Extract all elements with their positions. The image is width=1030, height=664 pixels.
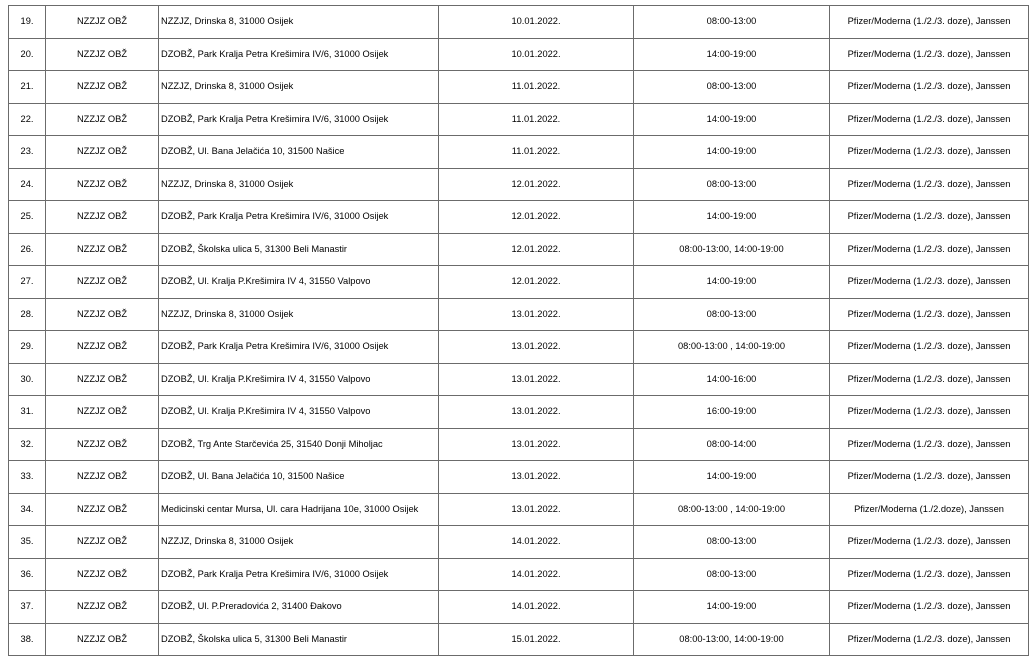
table-row [9, 136, 1029, 169]
location-cell: DZOBŽ, Školska ulica 5, 31300 Beli Manastir [159, 623, 439, 656]
vaccine-cell: Pfizer/Moderna (1./2./3. doze), Janssen [830, 103, 1029, 136]
date-cell: 13.01.2022. [439, 461, 634, 494]
organization-cell: NZZJZ OBŽ [46, 38, 159, 71]
row-number-cell: 34. [9, 493, 46, 526]
organization-cell: NZZJZ OBŽ [46, 591, 159, 624]
time-cell: 08:00-13:00 [634, 558, 830, 591]
vaccine-cell: Pfizer/Moderna (1./2./3. doze), Janssen [830, 6, 1029, 39]
table-row [9, 428, 1029, 461]
organization-cell: NZZJZ OBŽ [46, 103, 159, 136]
organization-cell: NZZJZ OBŽ [46, 168, 159, 201]
organization-cell: NZZJZ OBŽ [46, 428, 159, 461]
location-cell: NZZJZ, Drinska 8, 31000 Osijek [159, 168, 439, 201]
time-cell: 14:00-19:00 [634, 591, 830, 624]
table-row [9, 266, 1029, 299]
vaccine-cell: Pfizer/Moderna (1./2./3. doze), Janssen [830, 298, 1029, 331]
date-cell: 11.01.2022. [439, 136, 634, 169]
organization-cell: NZZJZ OBŽ [46, 201, 159, 234]
vaccine-cell: Pfizer/Moderna (1./2./3. doze), Janssen [830, 201, 1029, 234]
time-cell: 08:00-13:00, 14:00-19:00 [634, 623, 830, 656]
row-number-cell: 38. [9, 623, 46, 656]
row-number-cell: 21. [9, 71, 46, 104]
location-cell: Medicinski centar Mursa, Ul. cara Hadrijana 10e, 31000 Osijek [159, 493, 439, 526]
row-number-cell: 29. [9, 331, 46, 364]
location-cell: NZZJZ, Drinska 8, 31000 Osijek [159, 298, 439, 331]
organization-cell: NZZJZ OBŽ [46, 331, 159, 364]
time-cell: 08:00-13:00 [634, 298, 830, 331]
organization-cell: NZZJZ OBŽ [46, 623, 159, 656]
vaccine-cell: Pfizer/Moderna (1./2./3. doze), Janssen [830, 591, 1029, 624]
date-cell: 14.01.2022. [439, 526, 634, 559]
table-row [9, 396, 1029, 429]
organization-cell: NZZJZ OBŽ [46, 6, 159, 39]
location-cell: DZOBŽ, Park Kralja Petra Krešimira IV/6, 31000 Osijek [159, 558, 439, 591]
date-cell: 13.01.2022. [439, 396, 634, 429]
table-row [9, 526, 1029, 559]
time-cell: 14:00-19:00 [634, 266, 830, 299]
location-cell: NZZJZ, Drinska 8, 31000 Osijek [159, 71, 439, 104]
row-number-cell: 27. [9, 266, 46, 299]
vaccine-cell: Pfizer/Moderna (1./2./3. doze), Janssen [830, 136, 1029, 169]
vaccine-cell: Pfizer/Moderna (1./2./3. doze), Janssen [830, 526, 1029, 559]
row-number-cell: 32. [9, 428, 46, 461]
table-row [9, 103, 1029, 136]
vaccine-cell: Pfizer/Moderna (1./2./3. doze), Janssen [830, 396, 1029, 429]
row-number-cell: 20. [9, 38, 46, 71]
row-number-cell: 30. [9, 363, 46, 396]
location-cell: DZOBŽ, Ul. Bana Jelačića 10, 31500 Našice [159, 461, 439, 494]
location-cell: DZOBŽ, Park Kralja Petra Krešimira IV/6, 31000 Osijek [159, 38, 439, 71]
vaccine-cell: Pfizer/Moderna (1./2./3. doze), Janssen [830, 168, 1029, 201]
vaccine-cell: Pfizer/Moderna (1./2./3. doze), Janssen [830, 461, 1029, 494]
vaccine-cell: Pfizer/Moderna (1./2./3. doze), Janssen [830, 331, 1029, 364]
date-cell: 13.01.2022. [439, 331, 634, 364]
time-cell: 08:00-13:00 [634, 168, 830, 201]
date-cell: 11.01.2022. [439, 103, 634, 136]
date-cell: 14.01.2022. [439, 558, 634, 591]
row-number-cell: 19. [9, 6, 46, 39]
table-row [9, 233, 1029, 266]
location-cell: DZOBŽ, Park Kralja Petra Krešimira IV/6, 31000 Osijek [159, 103, 439, 136]
table-row [9, 298, 1029, 331]
location-cell: DZOBŽ, Ul. Bana Jelačića 10, 31500 Našice [159, 136, 439, 169]
organization-cell: NZZJZ OBŽ [46, 266, 159, 299]
organization-cell: NZZJZ OBŽ [46, 298, 159, 331]
location-cell: DZOBŽ, Park Kralja Petra Krešimira IV/6, 31000 Osijek [159, 201, 439, 234]
table-row [9, 461, 1029, 494]
organization-cell: NZZJZ OBŽ [46, 363, 159, 396]
date-cell: 12.01.2022. [439, 168, 634, 201]
row-number-cell: 24. [9, 168, 46, 201]
date-cell: 10.01.2022. [439, 6, 634, 39]
table-row [9, 38, 1029, 71]
vaccine-cell: Pfizer/Moderna (1./2./3. doze), Janssen [830, 623, 1029, 656]
vaccine-cell: Pfizer/Moderna (1./2./3. doze), Janssen [830, 266, 1029, 299]
table-row [9, 168, 1029, 201]
row-number-cell: 33. [9, 461, 46, 494]
organization-cell: NZZJZ OBŽ [46, 233, 159, 266]
row-number-cell: 36. [9, 558, 46, 591]
vaccine-cell: Pfizer/Moderna (1./2./3. doze), Janssen [830, 233, 1029, 266]
row-number-cell: 37. [9, 591, 46, 624]
row-number-cell: 28. [9, 298, 46, 331]
organization-cell: NZZJZ OBŽ [46, 71, 159, 104]
organization-cell: NZZJZ OBŽ [46, 136, 159, 169]
table-row [9, 6, 1029, 39]
time-cell: 08:00-14:00 [634, 428, 830, 461]
location-cell: DZOBŽ, Trg Ante Starčevića 25, 31540 Donji Miholjac [159, 428, 439, 461]
organization-cell: NZZJZ OBŽ [46, 396, 159, 429]
time-cell: 08:00-13:00 , 14:00-19:00 [634, 493, 830, 526]
time-cell: 08:00-13:00, 14:00-19:00 [634, 233, 830, 266]
time-cell: 08:00-13:00 [634, 71, 830, 104]
date-cell: 10.01.2022. [439, 38, 634, 71]
location-cell: NZZJZ, Drinska 8, 31000 Osijek [159, 6, 439, 39]
organization-cell: NZZJZ OBŽ [46, 526, 159, 559]
location-cell: DZOBŽ, Park Kralja Petra Krešimira IV/6, 31000 Osijek [159, 331, 439, 364]
time-cell: 14:00-16:00 [634, 363, 830, 396]
date-cell: 12.01.2022. [439, 233, 634, 266]
vaccine-cell: Pfizer/Moderna (1./2./3. doze), Janssen [830, 558, 1029, 591]
table-row [9, 71, 1029, 104]
location-cell: NZZJZ, Drinska 8, 31000 Osijek [159, 526, 439, 559]
row-number-cell: 22. [9, 103, 46, 136]
vaccine-cell: Pfizer/Moderna (1./2./3. doze), Janssen [830, 38, 1029, 71]
table-row [9, 623, 1029, 656]
vaccine-cell: Pfizer/Moderna (1./2./3. doze), Janssen [830, 428, 1029, 461]
date-cell: 12.01.2022. [439, 201, 634, 234]
date-cell: 11.01.2022. [439, 71, 634, 104]
organization-cell: NZZJZ OBŽ [46, 558, 159, 591]
date-cell: 13.01.2022. [439, 298, 634, 331]
time-cell: 14:00-19:00 [634, 136, 830, 169]
table-row [9, 493, 1029, 526]
time-cell: 14:00-19:00 [634, 461, 830, 494]
organization-cell: NZZJZ OBŽ [46, 461, 159, 494]
row-number-cell: 26. [9, 233, 46, 266]
location-cell: DZOBŽ, Školska ulica 5, 31300 Beli Manastir [159, 233, 439, 266]
table-row [9, 363, 1029, 396]
time-cell: 08:00-13:00 , 14:00-19:00 [634, 331, 830, 364]
location-cell: DZOBŽ, Ul. P.Preradovića 2, 31400 Đakovo [159, 591, 439, 624]
date-cell: 13.01.2022. [439, 428, 634, 461]
vaccine-cell: Pfizer/Moderna (1./2.doze), Janssen [830, 493, 1029, 526]
date-cell: 15.01.2022. [439, 623, 634, 656]
time-cell: 14:00-19:00 [634, 38, 830, 71]
vaccine-cell: Pfizer/Moderna (1./2./3. doze), Janssen [830, 71, 1029, 104]
date-cell: 14.01.2022. [439, 591, 634, 624]
row-number-cell: 31. [9, 396, 46, 429]
location-cell: DZOBŽ, Ul. Kralja P.Krešimira IV 4, 31550 Valpovo [159, 266, 439, 299]
vaccination-schedule-table [8, 5, 1029, 656]
row-number-cell: 25. [9, 201, 46, 234]
table-row [9, 558, 1029, 591]
table-body [9, 6, 1029, 656]
time-cell: 14:00-19:00 [634, 201, 830, 234]
date-cell: 13.01.2022. [439, 363, 634, 396]
table-row [9, 331, 1029, 364]
organization-cell: NZZJZ OBŽ [46, 493, 159, 526]
table-row [9, 201, 1029, 234]
time-cell: 08:00-13:00 [634, 526, 830, 559]
date-cell: 12.01.2022. [439, 266, 634, 299]
row-number-cell: 35. [9, 526, 46, 559]
row-number-cell: 23. [9, 136, 46, 169]
location-cell: DZOBŽ, Ul. Kralja P.Krešimira IV 4, 31550 Valpovo [159, 396, 439, 429]
location-cell: DZOBŽ, Ul. Kralja P.Krešimira IV 4, 31550 Valpovo [159, 363, 439, 396]
time-cell: 14:00-19:00 [634, 103, 830, 136]
table-row [9, 591, 1029, 624]
date-cell: 13.01.2022. [439, 493, 634, 526]
vaccine-cell: Pfizer/Moderna (1./2./3. doze), Janssen [830, 363, 1029, 396]
time-cell: 08:00-13:00 [634, 6, 830, 39]
time-cell: 16:00-19:00 [634, 396, 830, 429]
